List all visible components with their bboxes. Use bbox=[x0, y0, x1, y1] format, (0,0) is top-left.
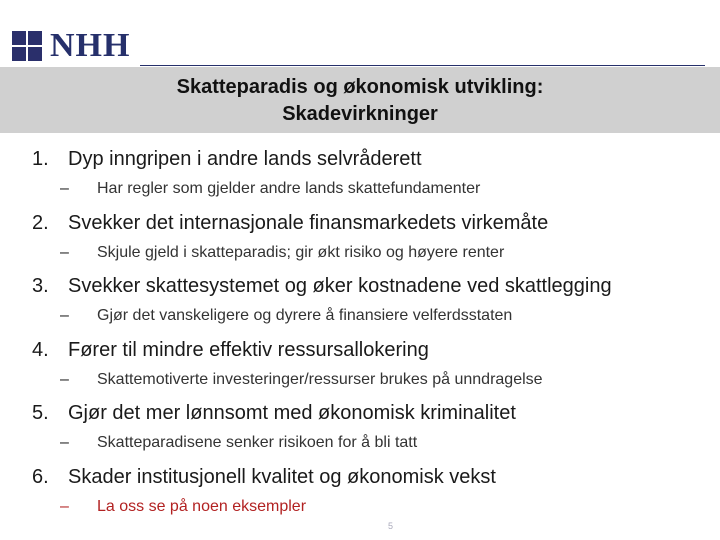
item-number: 3. bbox=[32, 275, 49, 298]
item-number: 6. bbox=[32, 465, 49, 488]
list-item bbox=[0, 273, 720, 337]
nhh-logo bbox=[12, 28, 130, 64]
slide-title-line1: Skatteparadis og økonomisk utvikling: bbox=[176, 76, 544, 98]
slide-title-line2: Skadevirkninger bbox=[282, 103, 438, 125]
item-number: 4. bbox=[32, 338, 49, 361]
item-number: 5. bbox=[32, 402, 49, 425]
item-number: 1. bbox=[32, 148, 49, 170]
sub-dash: – bbox=[60, 434, 69, 452]
sub-dash: – bbox=[60, 370, 69, 388]
item-text: Skader institusjonell kvalitet og økonomisk vekst bbox=[68, 465, 496, 488]
item-text: Fører til mindre effektiv ressursallokering bbox=[68, 338, 429, 361]
item-text: Dyp inngripen i andre lands selvråderett bbox=[68, 148, 422, 170]
sub-dash: – bbox=[60, 307, 69, 325]
item-text: Svekker det internasjonale finansmarkedets virkemåte bbox=[68, 211, 549, 234]
page-number: 5 bbox=[388, 521, 394, 531]
list-item bbox=[0, 464, 720, 528]
item-subtext: Skatteparadisene senker risikoen for å bli tatt bbox=[97, 434, 418, 452]
item-subtext: Skattemotiverte investeringer/ressurser brukes på unndragelse bbox=[97, 370, 543, 388]
list-item bbox=[0, 337, 720, 401]
item-text: Svekker skattesystemet og øker kostnadene ved skattlegging bbox=[68, 275, 612, 298]
header-rule bbox=[140, 65, 705, 66]
bullet-list bbox=[0, 146, 720, 528]
item-subtext: Har regler som gjelder andre lands skattefundamenter bbox=[97, 180, 481, 197]
logo-text: NHH bbox=[50, 27, 131, 64]
logo-emblem-icon bbox=[12, 31, 42, 61]
sub-dash: – bbox=[60, 243, 69, 261]
item-text: Gjør det mer lønnsomt med økonomisk kriminalitet bbox=[68, 402, 516, 425]
list-item bbox=[0, 400, 720, 464]
item-number: 2. bbox=[32, 211, 49, 234]
sub-dash: – bbox=[60, 180, 69, 197]
list-item bbox=[0, 210, 720, 274]
item-subtext: Gjør det vanskeligere og dyrere å finansiere velferdsstaten bbox=[97, 307, 513, 325]
list-item bbox=[0, 146, 720, 210]
item-subtext-highlight: La oss se på noen eksempler bbox=[97, 497, 307, 515]
title-band bbox=[0, 67, 720, 133]
sub-dash: – bbox=[60, 497, 69, 515]
item-subtext: Skjule gjeld i skatteparadis; gir økt risiko og høyere renter bbox=[97, 243, 505, 261]
